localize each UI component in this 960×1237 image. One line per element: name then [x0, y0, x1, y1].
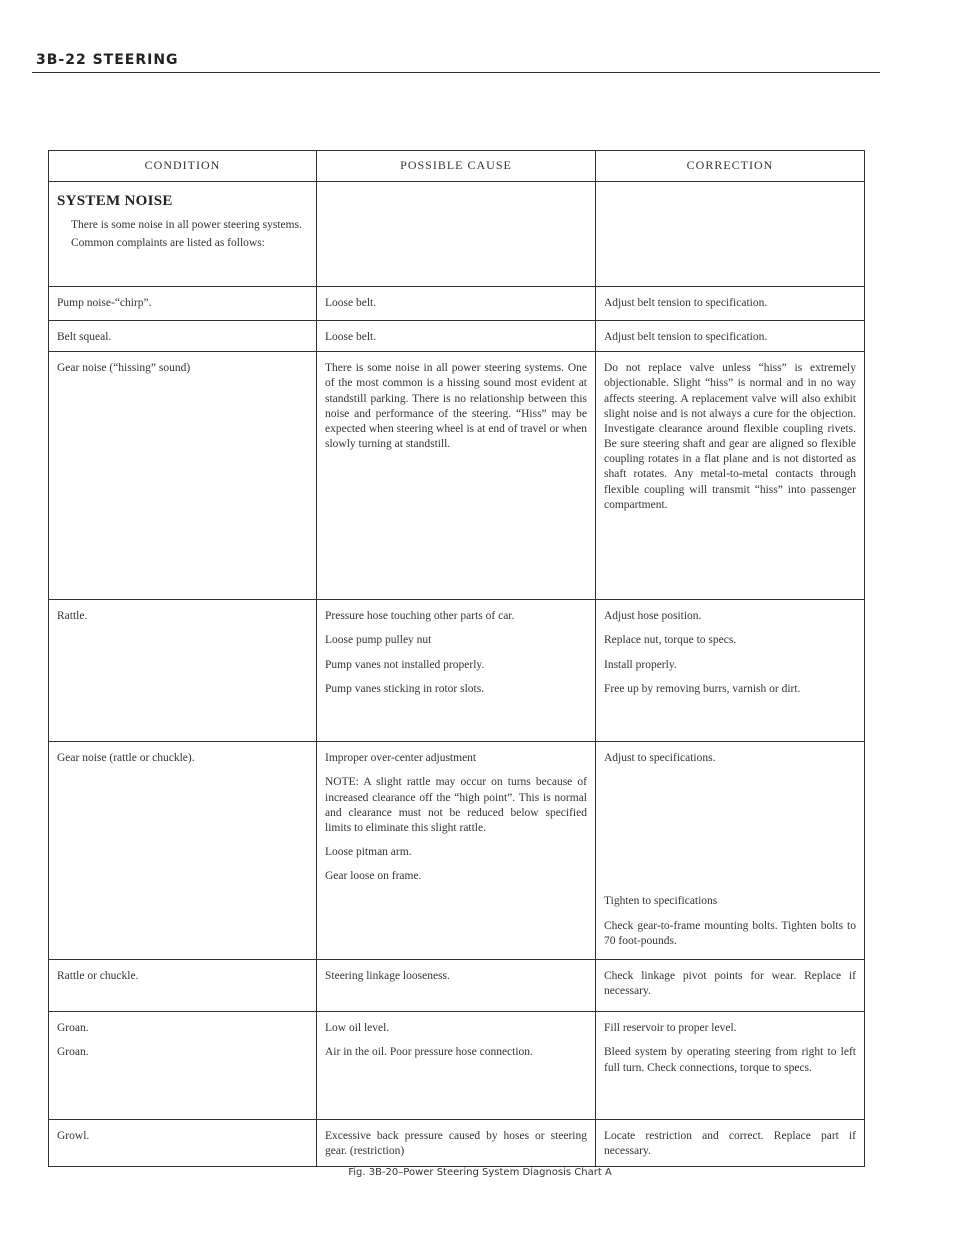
condition-cell	[49, 352, 317, 600]
correction-cell	[596, 352, 865, 600]
cause-text: Loose belt.	[325, 331, 377, 343]
empty-cell	[317, 182, 596, 287]
condition-cell	[49, 600, 317, 742]
correction-text: Fill reservoir to proper level.	[604, 1022, 737, 1035]
correction-cell	[596, 600, 865, 742]
correction-text: Adjust to specifications.	[604, 752, 716, 765]
correction-text: Check gear-to-frame mounting bolts. Tighten bolts to 70 foot-pounds.	[604, 919, 856, 947]
condition-text: Gear noise (rattle or chuckle).	[57, 752, 195, 765]
cause-cell	[317, 600, 596, 742]
condition-text: Pump noise-“chirp”.	[57, 297, 152, 309]
cause-cell	[317, 1120, 596, 1166]
cause-text: Gear loose on frame.	[325, 870, 422, 883]
correction-text: Replace nut, torque to specs.	[604, 634, 737, 647]
diagnosis-row	[49, 287, 865, 321]
correction-text: Check linkage pivot points for wear. Replace if necessary.	[604, 970, 856, 998]
diagnosis-row	[49, 352, 865, 600]
correction-cell	[596, 287, 865, 321]
header-rule	[32, 72, 880, 73]
correction-text: Adjust hose position.	[604, 610, 702, 623]
correction-cell	[596, 1012, 865, 1120]
figure-caption: Fig. 3B-20–Power Steering System Diagnosis Chart A	[348, 1167, 612, 1178]
cause-text: There is some noise in all power steering systems. One of the most common is a hissing sound most evident at standstill parking. There is no relationship between this noise and performance of the steering. “Hiss” may be expected when steering wheel is at end of travel or when slowly turning at standstill.	[325, 362, 587, 451]
cause-cell	[317, 321, 596, 352]
cause-text: Loose pitman arm.	[325, 846, 412, 859]
correction-text: Adjust belt tension to specification.	[604, 331, 768, 343]
cause-text: Excessive back pressure caused by hoses or steering gear. (restriction)	[325, 1130, 587, 1158]
condition-text: Rattle.	[57, 610, 88, 623]
cause-text: Pump vanes not installed properly.	[325, 658, 485, 671]
column-header-condition: CONDITION	[49, 151, 317, 182]
cause-text: Air in the oil. Poor pressure hose connection.	[325, 1046, 533, 1059]
correction-text: Adjust belt tension to specification.	[604, 297, 768, 309]
condition-text: Belt squeal.	[57, 331, 112, 343]
diagnosis-row	[49, 1012, 865, 1120]
cause-text: Pressure hose touching other parts of car.	[325, 610, 515, 623]
cause-cell	[317, 287, 596, 321]
correction-cell	[596, 742, 865, 960]
cause-text: NOTE: A slight rattle may occur on turns because of increased clearance off the “high point”. This is normal and clearance must not be reduced below specified limits to eliminate this slight rattle.	[325, 776, 587, 834]
empty-cell	[596, 182, 865, 287]
intro-paragraph: There is some noise in all power steering systems.	[71, 218, 302, 231]
condition-cell	[49, 960, 317, 1012]
correction-text: Locate restriction and correct. Replace part if necessary.	[604, 1130, 856, 1158]
condition-cell	[49, 742, 317, 960]
condition-cell	[49, 1012, 317, 1120]
cause-text: Pump vanes sticking in rotor slots.	[325, 682, 485, 695]
correction-cell	[596, 960, 865, 1012]
correction-text: Install properly.	[604, 658, 677, 671]
condition-text: Groan.	[57, 1022, 89, 1035]
correction-text: Tighten to specifications	[604, 895, 718, 908]
diagnosis-row	[49, 1120, 865, 1166]
diagnosis-row	[49, 600, 865, 742]
section-title: SYSTEM NOISE	[57, 193, 173, 209]
cause-cell	[317, 352, 596, 600]
condition-text: Growl.	[57, 1130, 90, 1143]
intro-paragraph: Common complaints are listed as follows:	[71, 236, 265, 249]
cause-cell	[317, 1012, 596, 1120]
diagnosis-row	[49, 742, 865, 960]
column-header-cause: POSSIBLE CAUSE	[317, 151, 596, 182]
diagnosis-chart	[48, 150, 865, 1167]
condition-cell	[49, 287, 317, 321]
condition-text: Rattle or chuckle.	[57, 970, 139, 983]
intro-row	[49, 182, 865, 287]
correction-text: Free up by removing burrs, varnish or dirt.	[604, 682, 801, 695]
cause-text: Loose pump pulley nut	[325, 634, 432, 647]
condition-cell	[49, 321, 317, 352]
cause-cell	[317, 742, 596, 960]
cause-text: Improper over-center adjustment	[325, 752, 477, 765]
condition-text: Gear noise (“hissing” sound)	[57, 362, 191, 375]
page-header: 3B-22 STEERING	[36, 52, 179, 68]
correction-text: Do not replace valve unless “hiss” is extremely objectionable. Slight “hiss” is normal and in no way affects steering. A replacement valve will also exhibit slight noise and is not always a cure for the objection. Investigate clearance around flexible coupling rivets. Be sure steering shaft and gear are aligned so flexible coupling rotates in a flat plane and is not distorted as shaft rotates. Any metal-to-metal contacts through flexible coupling will transmit “hiss” into passenger compartment.	[604, 362, 856, 511]
correction-text	[604, 775, 856, 885]
cause-cell	[317, 960, 596, 1012]
intro-cell	[49, 182, 317, 287]
cause-text: Low oil level.	[325, 1022, 390, 1035]
condition-text: Groan.	[57, 1046, 89, 1059]
cause-text: Loose belt.	[325, 297, 377, 309]
cause-text: Steering linkage looseness.	[325, 970, 450, 983]
correction-text: Bleed system by operating steering from right to left full turn. Check connections, torque to specs.	[604, 1046, 856, 1074]
correction-cell	[596, 321, 865, 352]
diagnosis-row	[49, 960, 865, 1012]
diagnosis-row	[49, 321, 865, 352]
chart-header-row	[49, 151, 865, 182]
column-header-correction: CORRECTION	[596, 151, 865, 182]
correction-cell	[596, 1120, 865, 1166]
condition-cell	[49, 1120, 317, 1166]
